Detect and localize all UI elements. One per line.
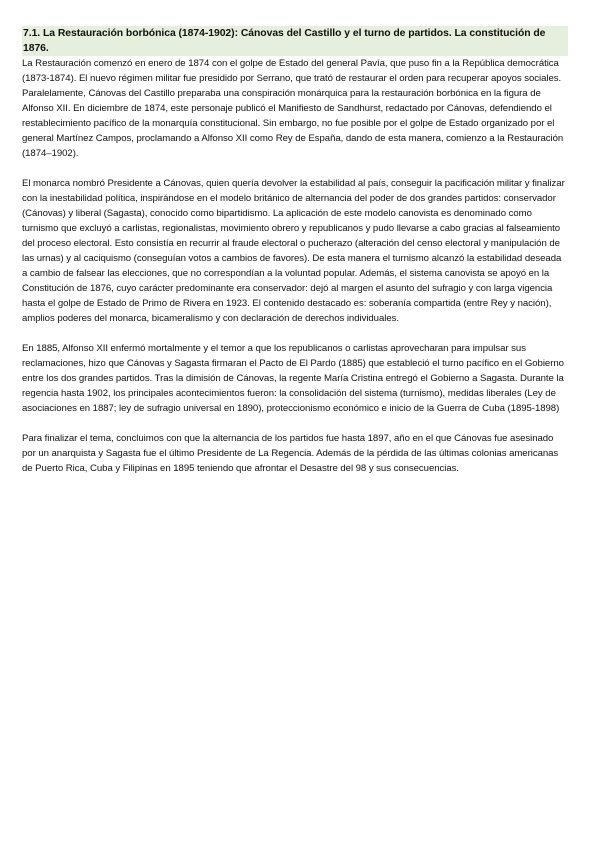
paragraph-restauracion-inicio: La Restauración comenzó en enero de 1874 con el golpe de Estado del general Pavía, que puso fin a la República democrática (1873-1874). El nuevo régimen militar fue presidido por Serrano, que trató de restaurar el orden para recuperar apoyos sociales. Paralelamente, Cánovas del Castillo preparaba una conspiración monárquica para la restauración borbónica en la figura de Alfonso XII. En diciembre de 1874, este personaje publicó el Manifiesto de Sandhurst, redactado por Cánovas, defendiendo el restablecimiento pacífico de la monarquía constitucional. Sin embargo, no fue posible por el golpe de Estado organizado por el general Martínez Campos, proclamando a Alfonso XII como Rey de España, dando de esta manera, comienzo a la Restauración (1874–1902). bbox=[22, 58, 564, 159]
paragraph-pacto-el-pardo: En 1885, Alfonso XII enfermó mortalmente y el temor a que los republicanos o carlistas aprovecharan para impulsar sus reclamaciones, hizo que Cánovas y Sagasta firmaran el Pacto de El Pardo (1885) que estableció el turno pacífico en el Gobierno entre los dos grandes partidos. Tras la dimisión de Cánovas, la regente María Cristina entregó el Gobierno a Sagasta. Durante la regencia hasta 1902, los principales acontecimientos fueron: la consolidación del sistema (turnismo), medidas liberales (Ley de asociaciones en 1887; ley de sufragio universal en 1890), proteccionismo económico e inicio de la Guerra de Cuba (1895-1898) bbox=[22, 343, 564, 414]
paragraph-conclusion: Para finalizar el tema, concluimos con que la alternancia de los partidos fue hasta 1897, año en el que Cánovas fue asesinado por un anarquista y Sagasta fue el último Presidente de La Regencia. Además de la pérdida de las últimas colonias americanas de Puerto Rica, Cuba y Filipinas en 1895 teniendo que afrontar el Desastre del 98 y sus consecuencias. bbox=[22, 433, 559, 474]
document-page bbox=[22, 26, 568, 491]
page-title: 7.1. La Restauración borbónica (1874-1902): Cánovas del Castillo y el turno de partidos. La constitución de 1876. bbox=[22, 26, 568, 56]
paragraph-turnismo: El monarca nombró Presidente a Cánovas, quien quería devolver la estabilidad al país, conseguir la pacificación militar y finalizar con la inestabilidad política, inspirándose en el modelo británico de alternancia del poder de dos grandes partidos: conservador (Cánovas) y liberal (Sagasta), conocido como bipartidismo. La aplicación de este modelo canovista es denominado como turnismo que excluyó a carlistas, regionalistas, movimiento obrero y republicanos y pudo llevarse a cabo gracias al falseamiento del proceso electoral. Esto consistía en recurrir al fraude electoral o pucherazo (alteración del censo electoral y manipulación de las urnas) y al caciquismo (conseguían votos a cambios de favores). De esta manera el turnismo alcanzó la estabilidad deseada a cambio de falsear las elecciones, que no correspondían a la voluntad popular. Además, el sistema canovista se apoyó en la Constitución de 1876, cuyo carácter predominante era conservador: dejó al margen el asunto del sufragio y con larga vigencia hasta el golpe de Estado de Primo de Rivera en 1923. El contenido destacado es: soberanía compartida (entre Rey y nación), amplios poderes del monarca, bicameralismo y con declaración de derechos individuales. bbox=[22, 178, 565, 324]
